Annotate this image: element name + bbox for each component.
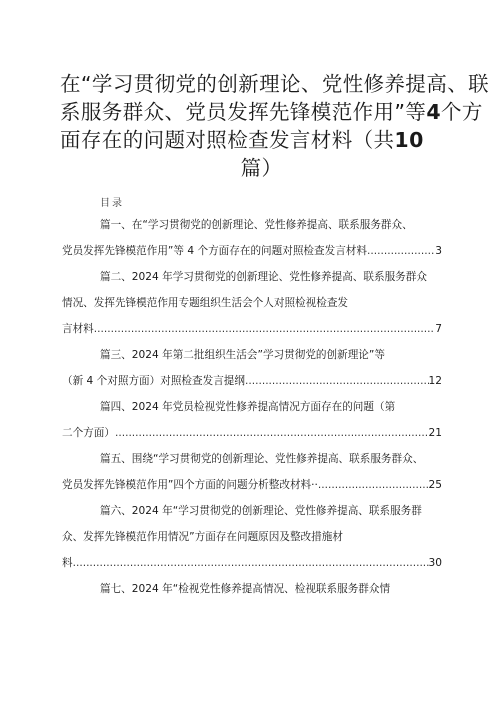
title-line-4: 篇） [240, 156, 283, 180]
title-line-1: 在“学习贯彻党的创新理论、党性修养提高、联 [60, 72, 490, 96]
toc-entry-last-line [62, 368, 442, 394]
toc-entry-text: 篇七、2024 年“检视党性修养提高情况、检视联系服务群众情 [100, 583, 391, 595]
toc-entry[interactable] [62, 446, 442, 498]
title-line-3: 面存在的问题对照检查发言材料（共10 [60, 128, 424, 152]
toc-page-number: 21 [428, 427, 442, 439]
toc-entry-last-line [62, 316, 442, 342]
toc-entry[interactable] [62, 264, 442, 342]
toc-page-number: 25 [428, 479, 442, 491]
toc-entry-last-line [62, 550, 442, 576]
toc-dot-leader [94, 316, 435, 342]
toc-entry-last-line [62, 420, 442, 446]
toc-heading: 目录 [100, 198, 124, 209]
toc-entry-text: 情况、发挥先锋模范作用专题组织生活会个人对照检视检查发 [62, 297, 349, 309]
toc-entry[interactable] [62, 342, 442, 394]
toc-entry-text: 篇三、2024 年第二批组织生活会”学习贯彻党的创新理论”等 [100, 349, 385, 361]
toc-entry-text: 料 [62, 557, 73, 569]
title-count: 10 [394, 128, 424, 152]
toc-entry-text: 篇一、在“学习贯彻党的创新理论、党性修养提高、联系服务群众、 [100, 219, 413, 231]
toc-page-number: 3 [435, 245, 442, 257]
toc-entry-text: 篇五、围绕“学习贯彻党的创新理论、党性修养提高、联系服务群众、 [100, 453, 424, 465]
toc-entry[interactable] [62, 498, 442, 576]
toc-entry-text: 篇四、2024 年党员检视党性修养提高情况方面存在的问题（第 [100, 401, 396, 413]
toc-page-number: 30 [428, 557, 442, 569]
toc-entry-text: 党员发挥先锋模范作用”等 4 个方面存在的问题对照检查发言材料 [62, 245, 367, 257]
toc-entry[interactable] [62, 394, 442, 446]
title-number: 4 [426, 100, 441, 124]
toc-entry-text: 篇六、2024 年“学习贯彻党的创新理论、党性修养提高、联系服务群 [100, 505, 422, 517]
toc-dot-leader [115, 420, 429, 446]
title-line-2: 系服务群众、党员发挥先锋模范作用”等4个方 [60, 100, 483, 124]
toc-page-number: 12 [428, 375, 442, 387]
toc-entry-text: （新 4 个对照方面）对照检查发言提纲 [62, 375, 245, 387]
toc-entry-last-line [62, 472, 442, 498]
toc-entry-text: 众、发挥先锋模范作用情况”方面存在问题原因及整改措施材 [62, 531, 343, 543]
toc-entry-text: 篇二、2024 年学习贯彻党的创新理论、党性修养提高、联系服务群众 [100, 271, 427, 283]
toc-entry[interactable] [62, 212, 442, 264]
toc-entry-last-line [62, 238, 442, 264]
document-title [60, 70, 490, 182]
toc-page-number: 7 [435, 323, 442, 335]
toc-dot-leader [245, 368, 429, 394]
toc-dot-leader [367, 238, 435, 264]
toc-entry-text: 二个方面） [62, 427, 115, 439]
toc-dot-leader [318, 472, 429, 498]
toc-entry[interactable] [62, 576, 442, 602]
toc-entry-text: 党员发挥先锋模范作用”四个方面的问题分析整改材料·· [62, 479, 318, 491]
toc-dot-leader [73, 550, 429, 576]
table-of-contents [62, 212, 442, 602]
toc-entry-text: 言材料 [62, 323, 94, 335]
